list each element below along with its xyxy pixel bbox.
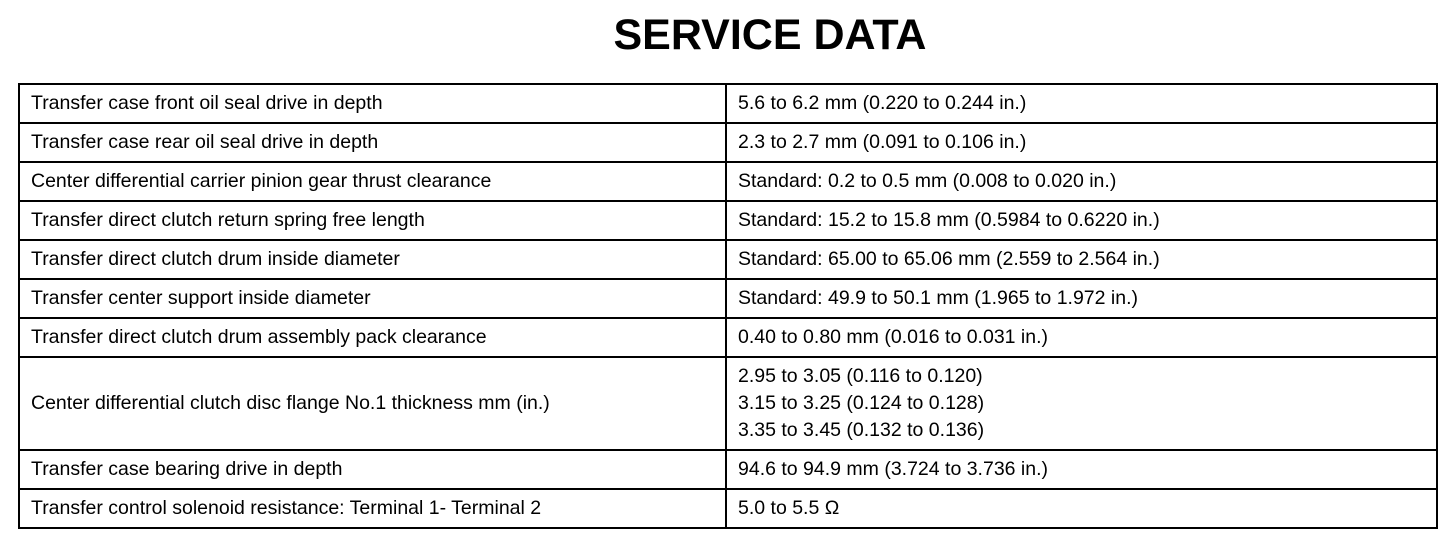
value-line: 5.0 to 5.5 Ω — [738, 497, 840, 519]
value-line: 0.40 to 0.80 mm (0.016 to 0.031 in.) — [738, 326, 1049, 348]
table-row — [19, 318, 1437, 357]
value-cell — [726, 123, 1437, 162]
value-cell — [726, 450, 1437, 489]
item-cell: Transfer direct clutch return spring free length — [19, 201, 726, 240]
item-cell: Transfer case rear oil seal drive in depth — [19, 123, 726, 162]
table-row — [19, 240, 1437, 279]
value-cell — [726, 279, 1437, 318]
value-line: 2.3 to 2.7 mm (0.091 to 0.106 in.) — [738, 131, 1027, 153]
value-line: Standard: 15.2 to 15.8 mm (0.5984 to 0.6220 in.) — [738, 209, 1160, 231]
table-row — [19, 201, 1437, 240]
value-cell — [726, 84, 1437, 123]
service-data-table — [18, 83, 1438, 529]
value-line: Standard: 49.9 to 50.1 mm (1.965 to 1.972 in.) — [738, 287, 1138, 309]
service-data-table-body — [19, 84, 1437, 528]
value-line: Standard: 0.2 to 0.5 mm (0.008 to 0.020 in.) — [738, 170, 1117, 192]
item-cell: Transfer control solenoid resistance: Terminal 1- Terminal 2 — [19, 489, 726, 528]
item-cell: Transfer center support inside diameter — [19, 279, 726, 318]
value-cell — [726, 489, 1437, 528]
table-row — [19, 279, 1437, 318]
item-cell: Center differential carrier pinion gear thrust clearance — [19, 162, 726, 201]
table-row — [19, 357, 1437, 450]
value-cell — [726, 357, 1437, 450]
value-cell — [726, 318, 1437, 357]
value-line: Standard: 65.00 to 65.06 mm (2.559 to 2.564 in.) — [738, 248, 1160, 270]
page-title: SERVICE DATA — [613, 11, 927, 59]
value-cell — [726, 240, 1437, 279]
table-row — [19, 84, 1437, 123]
table-row — [19, 450, 1437, 489]
value-cell — [726, 201, 1437, 240]
item-cell: Transfer direct clutch drum assembly pack clearance — [19, 318, 726, 357]
item-cell: Transfer case bearing drive in depth — [19, 450, 726, 489]
value-line: 3.35 to 3.45 (0.132 to 0.136) — [738, 419, 985, 441]
item-cell: Center differential clutch disc flange No.1 thickness mm (in.) — [19, 357, 726, 450]
value-line: 5.6 to 6.2 mm (0.220 to 0.244 in.) — [738, 92, 1027, 114]
table-row — [19, 123, 1437, 162]
value-line: 2.95 to 3.05 (0.116 to 0.120) — [738, 365, 983, 387]
table-row — [19, 489, 1437, 528]
value-line: 3.15 to 3.25 (0.124 to 0.128) — [738, 392, 985, 414]
item-cell: Transfer case front oil seal drive in depth — [19, 84, 726, 123]
table-row — [19, 162, 1437, 201]
item-cell: Transfer direct clutch drum inside diameter — [19, 240, 726, 279]
value-line: 94.6 to 94.9 mm (3.724 to 3.736 in.) — [738, 458, 1049, 480]
value-cell — [726, 162, 1437, 201]
